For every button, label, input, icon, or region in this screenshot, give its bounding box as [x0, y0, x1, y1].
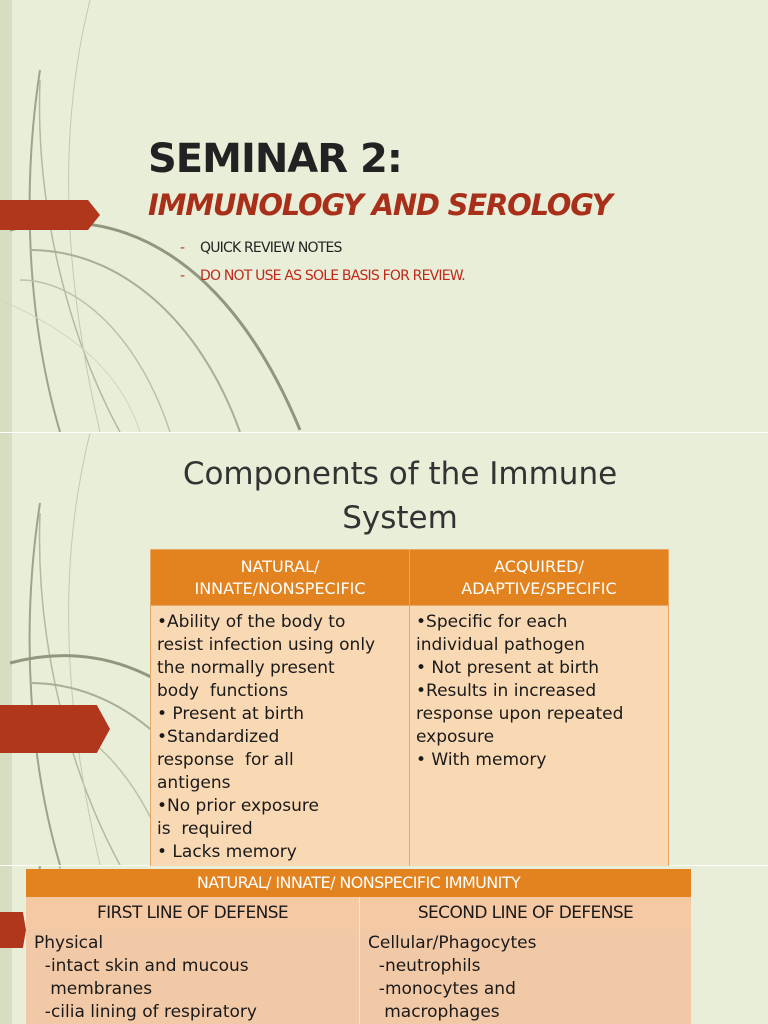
cell-line: -cilia lining of respiratory: [34, 1002, 257, 1022]
acquired-cell: [410, 606, 669, 870]
cell-line: •No prior exposure: [157, 796, 319, 816]
bullet-quick-review: [180, 240, 342, 256]
cell-line: -intact skin and mucous: [34, 956, 249, 976]
slide-title-heading: SEMINAR 2:: [148, 136, 402, 182]
first-line-header: FIRST LINE OF DEFENSE: [26, 897, 359, 930]
cell-line: antigens: [157, 773, 231, 793]
header-acquired: [410, 550, 669, 606]
immune-components-table: [150, 549, 669, 870]
slide2-title-line2: System: [342, 500, 458, 536]
table-header-row: [151, 550, 669, 606]
natural-cell: [151, 606, 410, 870]
cell-line: -neutrophils: [368, 956, 481, 976]
second-line-cell: [360, 930, 691, 1024]
header-line: NATURAL/: [240, 556, 320, 576]
cell-line: •Ability of the body to: [157, 612, 346, 632]
cell-line: • With memory: [416, 750, 547, 770]
cell-line: Cellular/Phagocytes: [368, 933, 537, 953]
cell-line: •Specific for each: [416, 612, 568, 632]
header-line: ADAPTIVE/SPECIFIC: [461, 578, 617, 598]
cell-line: macrophages: [368, 1002, 500, 1022]
slide2-title-line1: Components of the Immune: [182, 456, 618, 492]
cell-line: • Lacks memory: [157, 842, 297, 862]
cell-line: exposure: [416, 727, 495, 747]
table-row: [151, 606, 669, 870]
second-line-header: SECOND LINE OF DEFENSE: [360, 897, 691, 930]
bullet-warning: [180, 268, 465, 284]
slide-subtitle: IMMUNOLOGY AND SEROLOGY: [148, 188, 612, 222]
cell-line: resist infection using only: [157, 635, 376, 655]
header-line: ACQUIRED/: [494, 556, 584, 576]
cell-line: -monocytes and: [368, 979, 516, 999]
cell-line: response upon repeated: [416, 704, 624, 724]
first-line-cell: [26, 930, 359, 1024]
cell-line: •Standardized: [157, 727, 280, 747]
bullet-text: QUICK REVIEW NOTES: [200, 240, 342, 256]
cell-line: membranes: [34, 979, 153, 999]
slide-title: [0, 0, 768, 432]
cell-line: body functions: [157, 681, 289, 701]
cell-line: •Results in increased: [416, 681, 597, 701]
cell-line: response for all: [157, 750, 294, 770]
accent-tab: [0, 705, 110, 753]
cell-line: individual pathogen: [416, 635, 585, 655]
left-bar: [0, 433, 12, 865]
bullet-dash: -: [180, 268, 185, 284]
innate-immunity-header: NATURAL/ INNATE/ NONSPECIFIC IMMUNITY: [26, 869, 691, 897]
slide2-title: [140, 452, 660, 540]
cell-line: is required: [157, 819, 253, 839]
accent-tab: [0, 200, 100, 230]
accent-tab: [0, 912, 26, 948]
bullet-text: DO NOT USE AS SOLE BASIS FOR REVIEW.: [200, 268, 465, 284]
cell-line: the normally present: [157, 658, 335, 678]
cell-line: • Not present at birth: [416, 658, 600, 678]
cell-line: • Present at birth: [157, 704, 305, 724]
bullet-dash: -: [180, 240, 185, 256]
header-line: INNATE/NONSPECIFIC: [194, 578, 366, 598]
cell-line: Physical: [34, 933, 104, 953]
header-natural: [151, 550, 410, 606]
